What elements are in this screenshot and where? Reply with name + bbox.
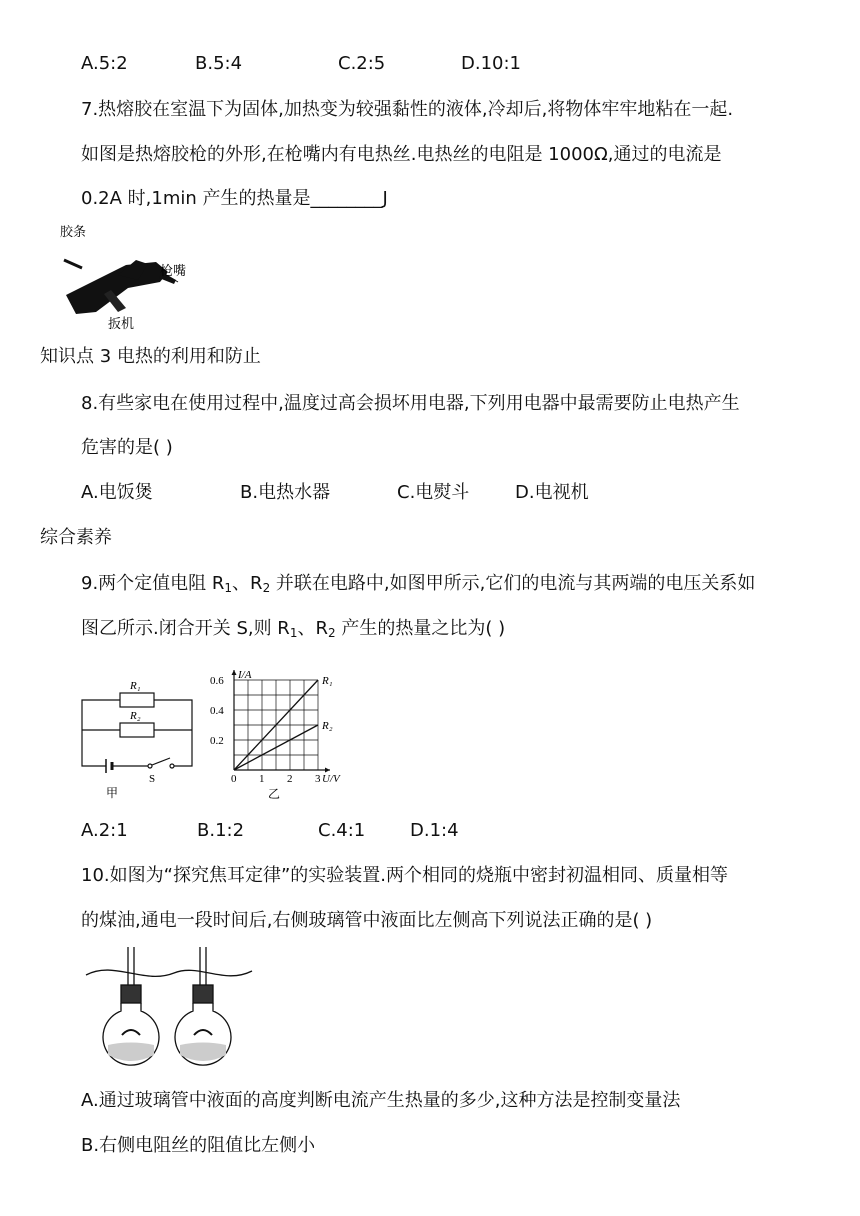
q9-line-1: 9.两个定值电阻 $R_1$、$R_2$ 并联在电路中,如图甲所示,它们的电流与其两端的电压关系如 xyxy=(81,573,756,595)
x-axis-label: U/V xyxy=(322,773,340,785)
q10-line-1: 10.如图为“探究焦耳定律”的实验装置.两个相同的烧瓶中密封初温相同、质量相等 xyxy=(81,865,728,886)
q8-option-c: C.电熨斗 xyxy=(397,482,470,503)
resistor-r2 xyxy=(120,723,154,737)
q6-option-b: B.5:4 xyxy=(195,53,243,74)
switch-lever xyxy=(152,758,170,765)
q10-option-b: B.右侧电阻丝的阻值比左侧小 xyxy=(81,1135,316,1156)
q6-option-d: D.10:1 xyxy=(461,53,522,74)
glue-stick xyxy=(64,260,82,268)
x-axis-arrow xyxy=(325,768,330,773)
glue-label: 胶条 xyxy=(60,224,87,239)
series-label: R₁ xyxy=(322,675,333,687)
q8-line-1: 8.有些家电在使用过程中,温度过高会损坏用电器,下列用电器中最需要防止电热产生 xyxy=(81,393,740,414)
q8-option-b: B.电热水器 xyxy=(240,482,331,503)
y-tick-label: 0.2 xyxy=(210,735,224,747)
q9-option-d: D.1:4 xyxy=(410,820,459,841)
nozzle-label: 枪嘴 xyxy=(160,263,186,278)
q9-line-2: 图乙所示.闭合开关 S,则 $R_1$、$R_2$ 产生的热量之比为( ) xyxy=(81,618,506,640)
q9-option-b: B.1:2 xyxy=(197,820,245,841)
q8-option-a: A.电饭煲 xyxy=(81,482,153,503)
q9-option-c: C.4:1 xyxy=(318,820,366,841)
chart-caption: 乙 xyxy=(268,787,281,801)
section-heading-3: 知识点 3 电热的利用和防止 xyxy=(40,346,261,367)
trigger-label: 扳机 xyxy=(108,316,135,331)
left-flask xyxy=(103,947,159,1065)
y-axis-label: I/A xyxy=(238,669,252,681)
r1-label: R₁ xyxy=(130,680,141,692)
section-heading-comprehensive: 综合素养 xyxy=(40,527,112,548)
q7-line-1: 7.热熔胶在室温下为固体,加热变为较强黏性的液体,冷却后,将物体牢牢地粘在一起. xyxy=(81,99,734,120)
r2-label: R₂ xyxy=(130,710,141,722)
switch-label: S xyxy=(149,773,156,785)
y-tick-label: 0.6 xyxy=(210,675,224,687)
right-flask xyxy=(175,947,231,1065)
y-tick-label: 0.4 xyxy=(210,705,224,717)
joule-apparatus-figure xyxy=(84,945,254,1075)
resistor-r1 xyxy=(120,693,154,707)
series-label: R₂ xyxy=(322,720,333,732)
q8-option-d: D.电视机 xyxy=(515,482,589,503)
x-tick-label: 2 xyxy=(287,773,293,785)
q7-line-3: 0.2A 时,1min 产生的热量是________J xyxy=(81,188,388,209)
circuit-caption: 甲 xyxy=(106,786,119,800)
glue-gun-figure xyxy=(56,220,186,332)
x-tick-label: 3 xyxy=(315,773,321,785)
x-tick-label: 0 xyxy=(231,773,237,785)
q7-line-2: 如图是热熔胶枪的外形,在枪嘴内有电热丝.电热丝的电阻是 1000Ω,通过的电流是 xyxy=(81,144,722,165)
q6-option-c: C.2:5 xyxy=(338,53,386,74)
wire-curve xyxy=(86,970,252,976)
q10-line-2: 的煤油,通电一段时间后,右侧玻璃管中液面比左侧高下列说法正确的是( ) xyxy=(81,910,653,931)
q10-option-a: A.通过玻璃管中液面的高度判断电流产生热量的多少,这种方法是控制变量法 xyxy=(81,1090,681,1111)
q9-option-a: A.2:1 xyxy=(81,820,128,841)
q6-option-a: A.5:2 xyxy=(81,53,128,74)
iu-chart xyxy=(206,662,356,802)
y-axis-arrow xyxy=(232,670,237,675)
x-tick-label: 1 xyxy=(259,773,265,785)
q8-line-2: 危害的是( ) xyxy=(81,437,173,458)
circuit-diagram xyxy=(76,670,206,800)
